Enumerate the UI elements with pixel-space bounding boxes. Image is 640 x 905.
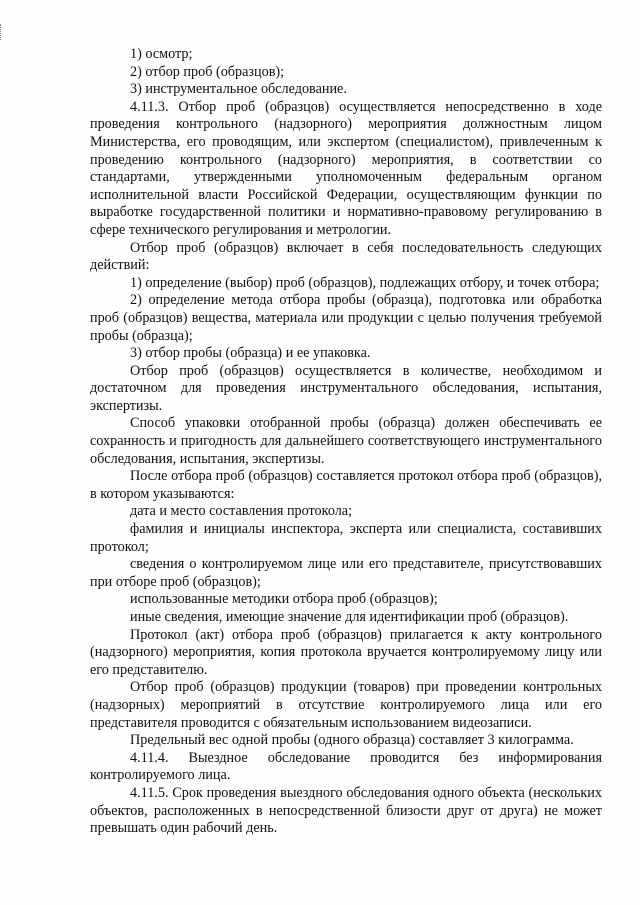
paragraph-weight-limit: Предельный вес одной пробы (одного образца) составляет 3 килограмма. — [130, 732, 574, 749]
paragraph-sampling-actions: Отбор проб (образцов) включает в себя последовательность следующих действий: — [90, 239, 602, 274]
clause-4-11-3: 4.11.3. Отбор проб (образцов) осуществляется непосредственно в ходе проведения контрольного (надзорного) мероприятия должностным лицом Министерства, его проводящим, или экспертом (специалистом), привлеченным к проведению контрольного (надзорного) мероприятия, в соответствии со стандартами, утвержденными уполномоченным федеральным органом исполнительной власти Российской Федерации, осуществляющим функции по выработке государственной политики и нормативно-правовому регулированию в сфере технического регулирования и метрологии. — [90, 98, 602, 238]
paragraph-packaging: Способ упаковки отобранной пробы (образца) должен обеспечивать ее сохранность и пригодность для дальнейшего соответствующего инструментального обследования, испытания, экспертизы. — [90, 415, 602, 467]
document-body — [90, 46, 602, 838]
action-item-2: 2) определение метода отбора пробы (образца), подготовка или обработка проб (образцов) вещества, материала или продукции с целью получения требуемой пробы (образца); — [90, 292, 602, 344]
paragraph-sample-quantity: Отбор проб (образцов) осуществляется в количестве, необходимом и достаточном для проведения инструментального обследования, испытания, экспертизы. — [90, 362, 602, 414]
protocol-item-date: дата и место составления протокола; — [130, 503, 353, 520]
paragraph-protocol-intro: После отбора проб (образцов) составляется протокол отбора проб (образцов), в котором указываются: — [90, 468, 602, 502]
paragraph-protocol-attachment: Протокол (акт) отбора проб (образцов) прилагается к акту контрольного (надзорного) мероприятия, копия протокола вручается контролируемому лицу или его представителю. — [90, 626, 602, 678]
clause-4-11-4: 4.11.4. Выездное обследование проводится без информирования контролируемого лица. — [90, 749, 602, 784]
paragraph-video-recording: Отбор проб (образцов) продукции (товаров) при проведении контрольных (надзорных) мероприятий в отсутствие контролируемого лица или его представителя проводится с обязательным использованием видеозаписи. — [90, 679, 602, 731]
protocol-item-methods: использованные методики отбора проб (образцов); — [130, 591, 438, 608]
list-item-inspection: 1) осмотр; — [130, 46, 193, 62]
protocol-item-inspector: фамилия и инициалы инспектора, эксперта или специалиста, составивших протокол; — [90, 521, 602, 555]
protocol-item-controlled-person: сведения о контролируемом лице или его представителе, присутствовавших при отборе проб (образцов); — [90, 556, 602, 590]
list-item-instrumental: 3) инструментальное обследование. — [130, 81, 347, 98]
list-item-sampling: 2) отбор проб (образцов); — [130, 63, 285, 80]
action-item-3: 3) отбор пробы (образца) и ее упаковка. — [130, 345, 371, 362]
action-item-1: 1) определение (выбор) проб (образцов), подлежащих отбору, и точек отбора; — [130, 274, 600, 291]
scan-edge-mark — [0, 24, 4, 40]
protocol-item-other: иные сведения, имеющие значение для идентификации проб (образцов). — [130, 609, 569, 625]
clause-4-11-5: 4.11.5. Срок проведения выездного обследования одного объекта (нескольких объектов, расположенных в непосредственной близости друг от друга) не может превышать один рабочий день. — [90, 784, 602, 837]
